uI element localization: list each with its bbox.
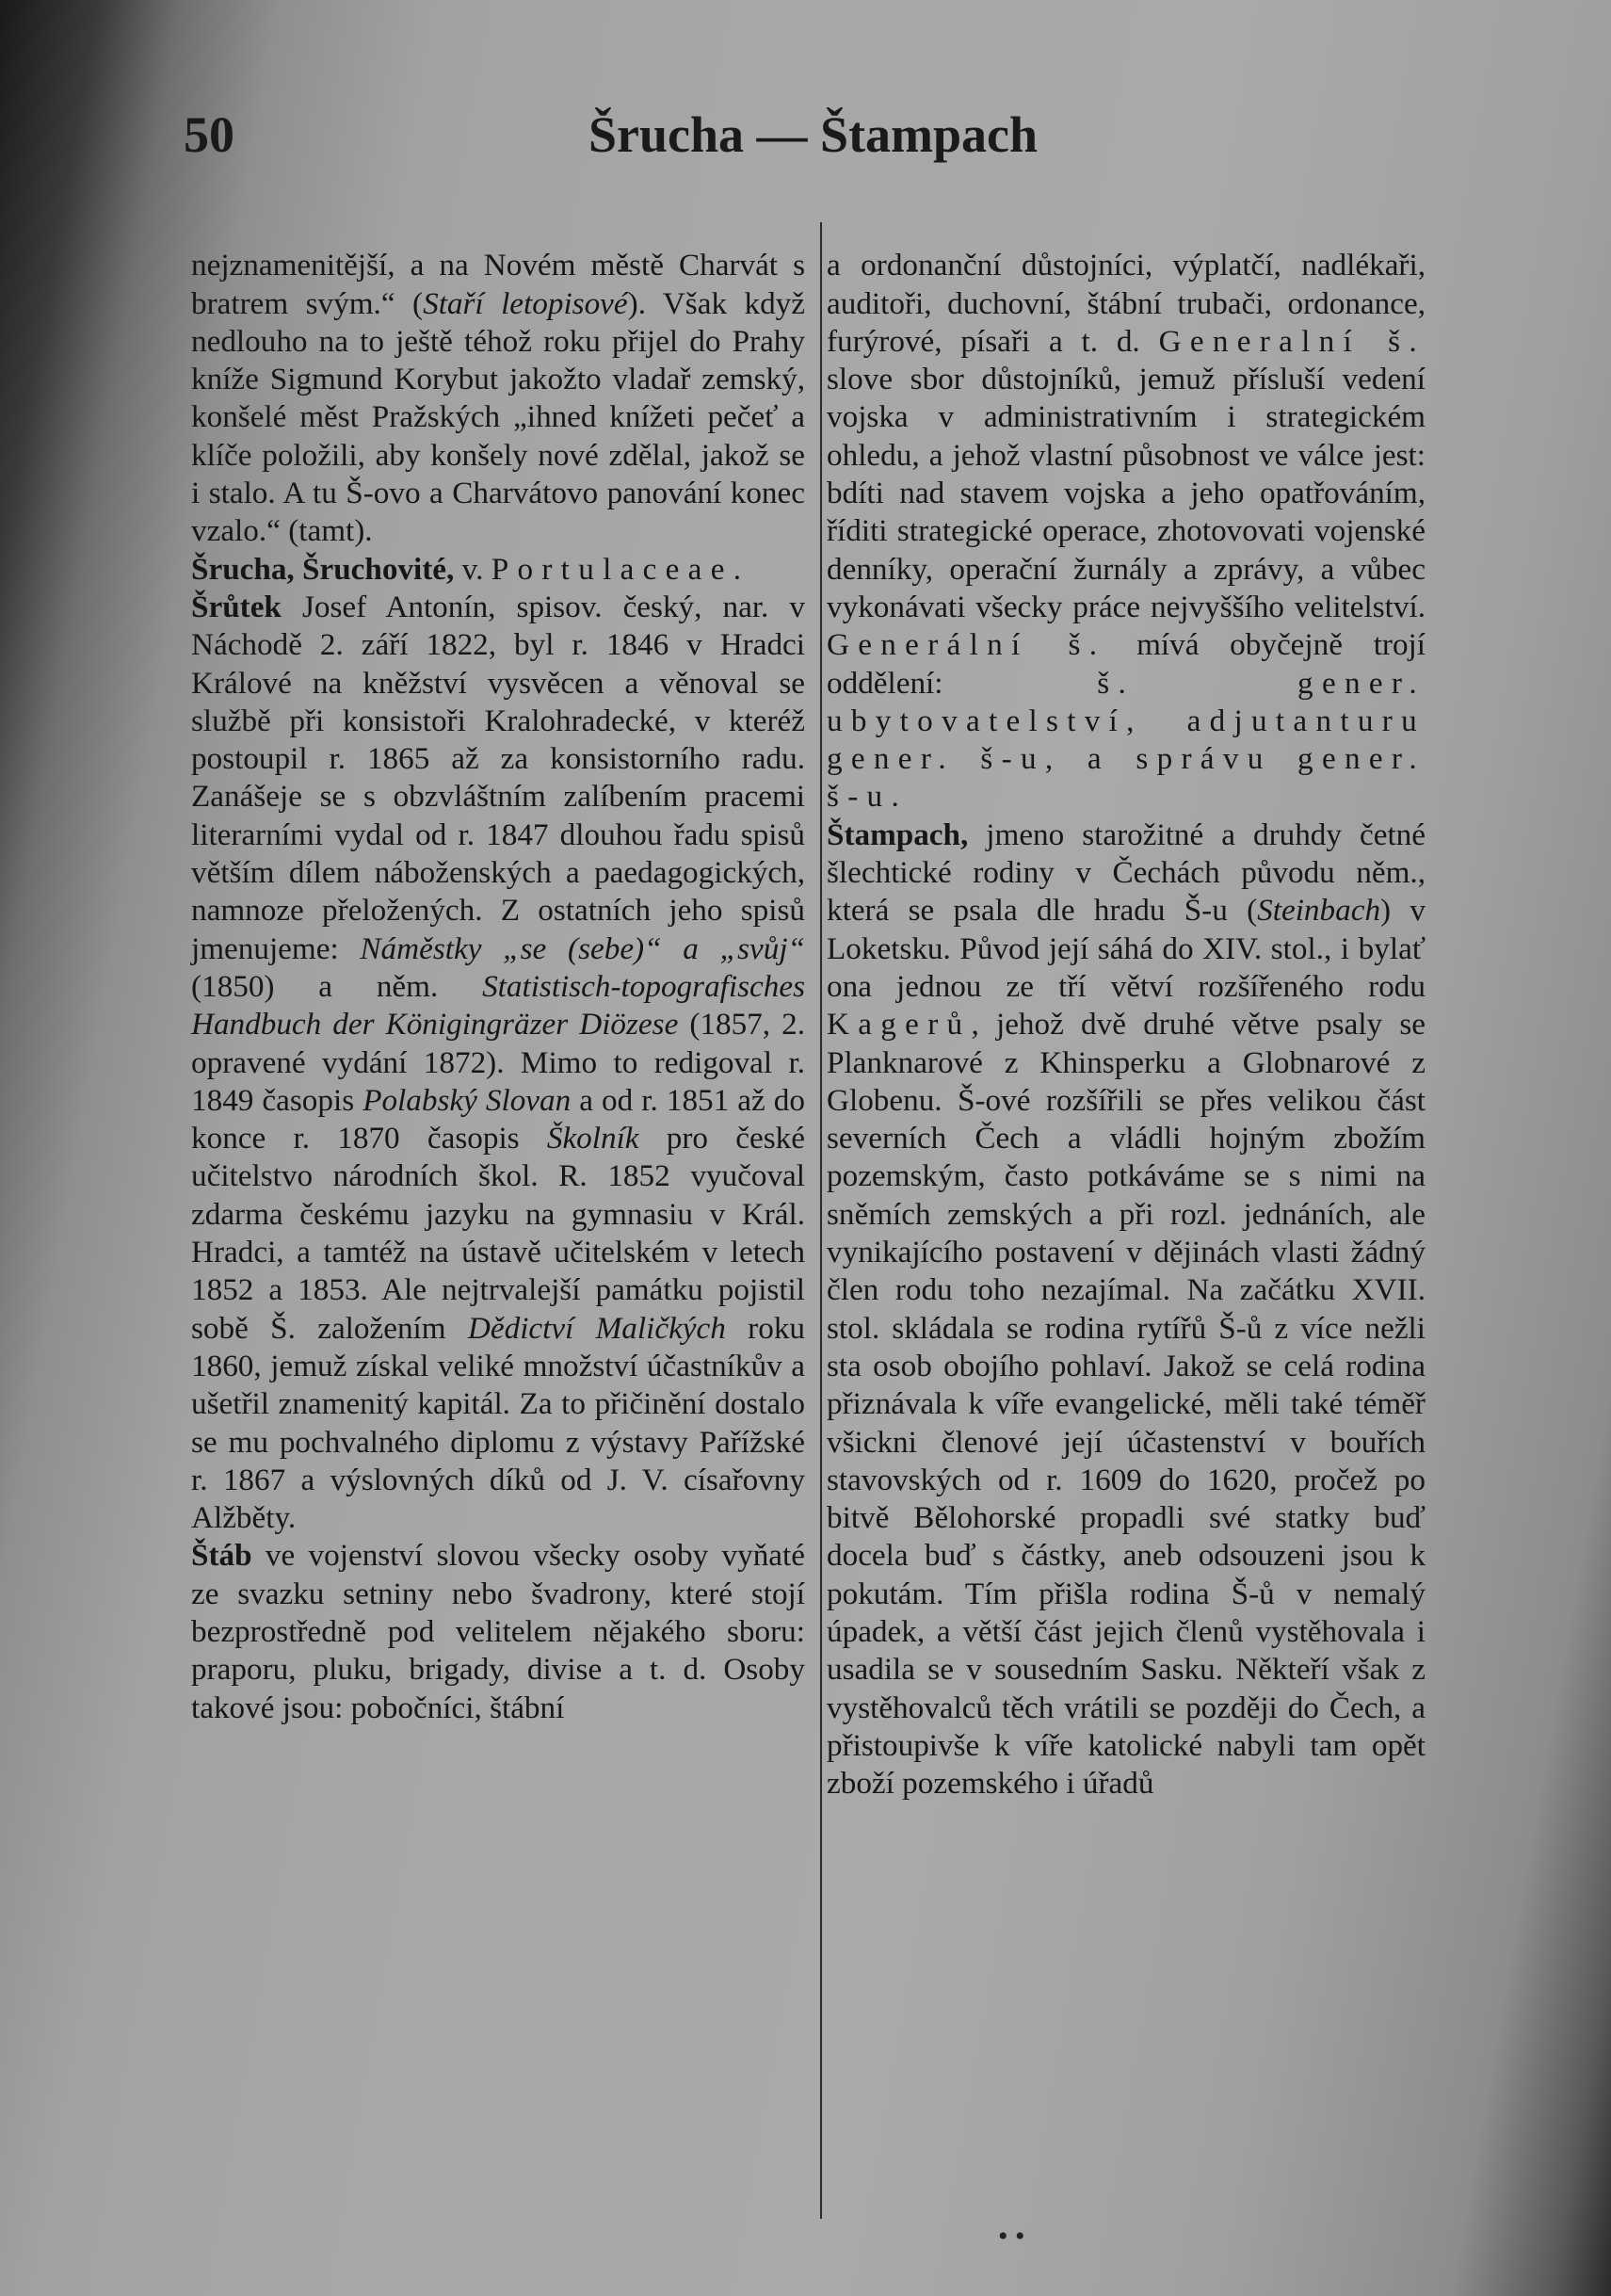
footer-marks: • •: [998, 2221, 1025, 2252]
work-title: Školník: [546, 1121, 639, 1156]
place-name: Steinbach: [1257, 893, 1381, 929]
entry-stab-continuation: a ordonanční důstojníci, výplatčí, nadlékaři, auditoři, duchovní, štábní trubači, ordonance, furýrové, písaři a t. d. Generalní š. slove sbor důstojníků, jemuž přísluší vedení vojska v administrativním i strategickém ohledu, a jehož vlastní působnost ve válce jest: bdíti nad stavem vojska a jeho opatřováním, říditi strategické operace, zhotovovati vojenské denníky, operační žurnály a zprávy, a vůbec vykonávati všecky práce nejvyššího velitelství. Generální š. mívá obyčejně trojí oddělení: š. gener. ubytovatelství, adjutanturu gener. š-u, a správu gener. š-u.: [827, 248, 1426, 815]
entry-stab: Štáb ve vojenství slovou všecky osoby vyňaté ze svazku setniny nebo švadrony, které stojí bezprostředně pod velitelem nějakého sboru: praporu, pluku, brigady, divise a t. d. Osoby takové jsou: pobočníci, štábní: [191, 1538, 805, 1725]
entry-srutek: Šrůtek Josef Antonín, spisov. český, nar. v Náchodě 2. září 1822, byl r. 1846 v Hradci Králové na kněžství vysvěcen a věnoval se službě při konsistoři Kralohradecké, v kteréž postoupil r. 1865 až za konsistorního radu. Zanášeje se s obzvláštním zalíbením pracemi literarními vydal od r. 1847 dlouhou řadu spisů větším dílem náboženských a paedagogických, namnoze přeložených. Z ostatních jeho spisů jmenujeme: Náměstky „se (sebe)“ a „svůj“ (1850) a něm. Statistisch-topografisches Handbuch der Königingräzer Diözese (1857, 2. opravené vydání 1872). Mimo to redigoval r. 1849 časopis Polabský Slovan a od r. 1851 až do konce r. 1870 časopis Školník pro české učitelstvo národních škol. R. 1852 vyučoval zdarma českému jazyku na gymnasiu v Král. Hradci, a tamtéž na ústavě učitelském v letech 1852 a 1853. Ale nejtrvalejší památku pojistil sobě Š. založením Dědictví Maličkých roku 1860, jemuž získal veliké množství účastníkův a ušetřil znamenitý kapitál. Za to přičinění dostalo se mu pochvalného diplomu z výstavy Pařížské r. 1867 a výslovných díků od J. V. císařovny Alžběty.: [191, 589, 806, 1536]
cross-reference: Portulaceae: [491, 551, 733, 587]
right-column: [827, 209, 1426, 1803]
entry-continuation: nejznamenitější, a na Novém městě Charvát s bratrem svým.“ (Staří letopisové). Však když nedlouho na to ještě téhož roku přijel do Prahy kníže Sigmund Korybut jakožto vladař zemský, konšelé měst Pražských „ihned knížeti pečeť a klíče položili, aby konšely nové zdělal, jakož se i stalo. A tu Š-ovo a Charvátovo panování konec vzalo.“ (tamt).: [191, 248, 806, 549]
work-title: Dědictví Maličkých: [467, 1310, 726, 1346]
citation-title: Staří letopisové: [423, 285, 628, 321]
spaced-term: Generální š.: [827, 627, 1106, 663]
left-column: [191, 209, 805, 1727]
page-header: [184, 105, 1366, 171]
work-title: Náměstky „se (sebe)“ a „svůj“: [360, 930, 806, 966]
spaced-term: š. gener. ubytovatelství, adjutanturu gener. š-u, a správu gener. š-u.: [827, 665, 1426, 815]
entry-stampach: Štampach, jmeno starožitné a druhdy četné šlechtické rodiny v Čechách původu něm., která se psala dle hradu Š-u (Steinbach) v Loketsku. Původ její sáhá do XIV. stol., i bylať ona jednou ze tří větví rozšířeného rodu Kagerů, jehož dvě druhé větve psaly se Planknarové z Khinsperku a Globnarové z Globenu. Š-ové rozšířili se přes velikou část severních Čech a vládli hojným zbožím pozemským, často potkáváme se s nimi na sněmích zemských a při rozl. jednáních, ale vynikajícího postavení v dějinách vlasti žádný člen rodu toho nezajímal. Na začátku XVII. stol. skládala se rodina rytířů Š-ů z více nežli sta osob obojího pohlaví. Jakož se celá rodina přiznávala k víře evangelické, měli také téměř všickni členové její účastenství v bouřích stavovských od r. 1609 do 1620, pročež po bitvě Bělohorské propadli své statky buď docela buď s částky, aneb odsouzeni jsou k pokutám. Tím přišla rodina Š-ů v nemalý úpadek, a větší část jejich členů vystěhovala i usadila se v sousedním Sasku. Někteří však z vystěhovalců těch vrátili se později do Čech, a přistoupivše k víře katolické nabyli tam opět zboží pozemského i úřadů: [827, 817, 1426, 1802]
work-title: Statistisch-topografisches Handbuch der Königingräzer Diözese: [191, 968, 805, 1043]
column-divider: [820, 222, 822, 2219]
entry-headword: Štampach,: [827, 817, 969, 852]
entry-srucha: Šrucha, Šruchovité, v. Portulaceae.: [191, 551, 742, 587]
running-head: Šrucha — Štampach: [588, 106, 1039, 163]
page-number: 50: [184, 106, 234, 163]
work-title: Polabský Slovan: [362, 1082, 572, 1118]
spaced-term: Generalní š.: [1158, 323, 1426, 359]
entry-headword: Šrucha, Šruchovité,: [191, 551, 455, 587]
entry-headword: Šrůtek: [191, 589, 282, 624]
spaced-term: Kagerů: [827, 1007, 972, 1043]
entry-headword: Štáb: [191, 1538, 252, 1574]
